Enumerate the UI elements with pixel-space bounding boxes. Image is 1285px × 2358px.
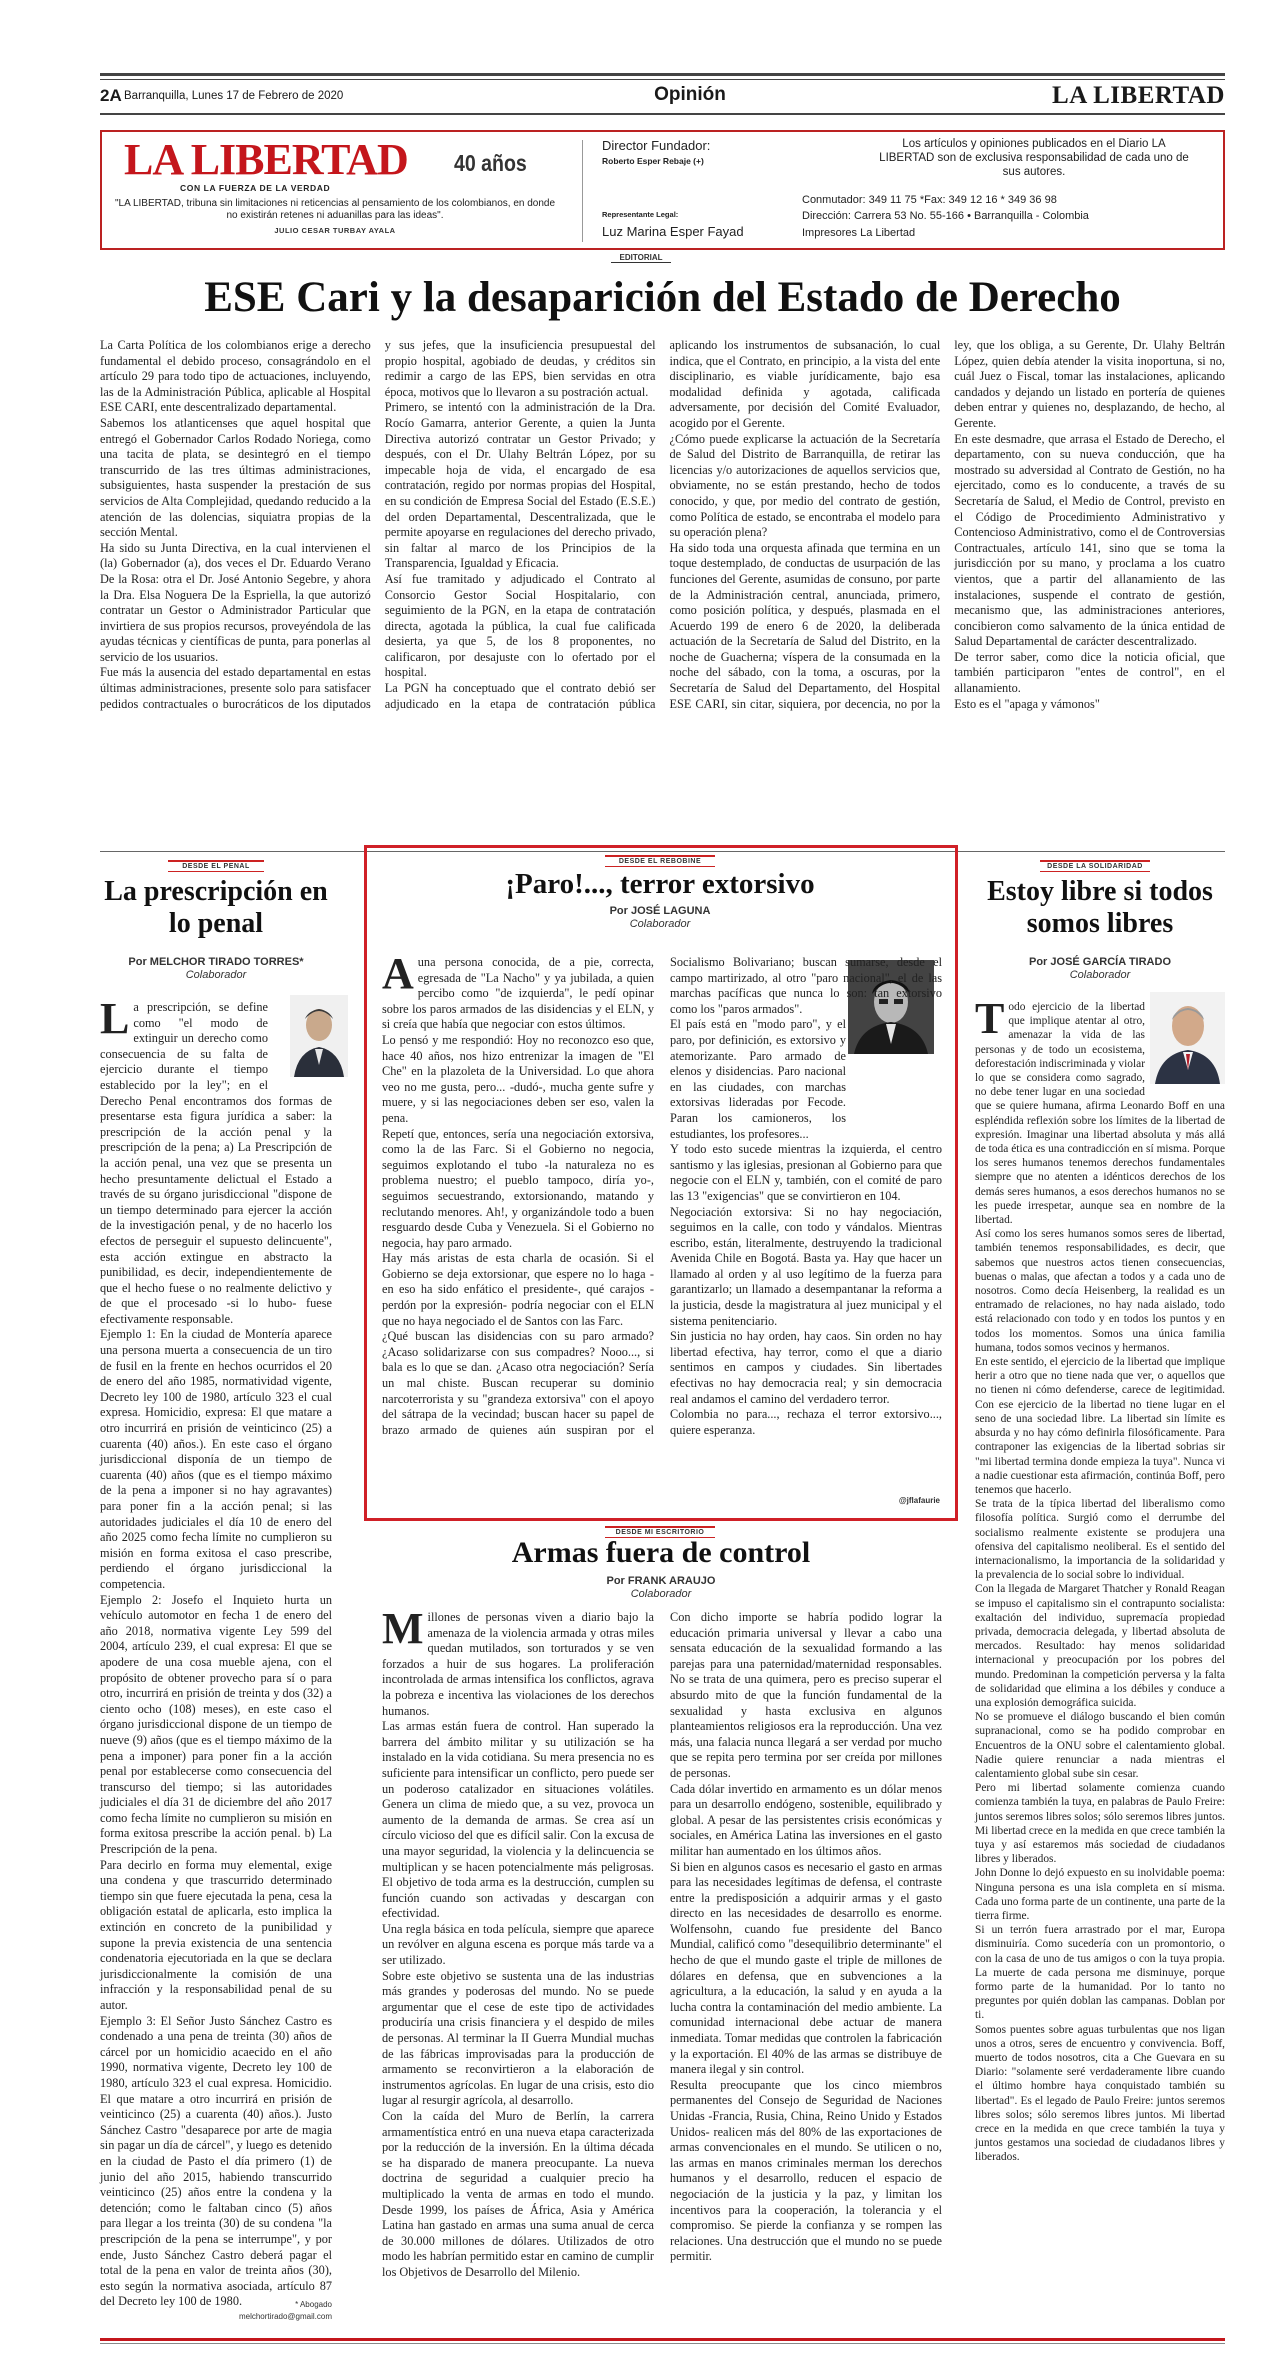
editorial-paragraph: Fue más la ausencia del estado departamental en estas últimas administraciones, presente solo para satisfacer pedidos contractuales o burocráticos de los diputados y sus jefes, que la insuficiencia presupuestal del propio hospital, agobiado de deudas, y créditos sin redimir a cargo de las EPS, bien servidas en otra época, motivos que lo llevaron a su postración actual. xyxy=(100,338,656,711)
right-author: Por JOSÉ GARCÍA TIRADO xyxy=(1029,956,1171,968)
armas-paragraph: Una regla básica en toda película, siempre que aparece un revólver en alguna escena es porque más tarde va a ser utilizado. xyxy=(382,1921,654,1968)
right-paragraph: En este sentido, el ejercicio de la libertad que implique herir a otro que no tiene nada que ver, o aquellos que no tienen ni cómo defenderse, carece de legitimidad. Con ese ejercicio de la libertad no tiene lugar en el seno de una sociedad libre. La libertad sin límite es absurda y no hay cómo definirla filosóficamente. Para contraponer las exigencias de la libertad sobrias sir "mi libertad termina donde empieza la tuya". Nunca vi a nadie cuestionar esta afirmación, continúa Boff, pero tenemos que hacerlo. xyxy=(975,1356,1225,1496)
editorial-paragraph: De terror saber, como dice la noticia oficial, que también participaron "entes de control", en el allanamiento. xyxy=(954,649,1225,696)
armas-paragraph: Con dicho importe se habría podido lograr la educación primaria universal y llevar a cabo una sensata educación de la sexualidad formando a las parejas para una paternidad/maternidad responsables. No se trata de una quimera, pero es preciso superar el absurdo mito de que la función fundamental de la sexualidad y hasta exclusiva en algunos planteamientos religiosos era la reproducción. Una vez más, una falacia nunca llegará a ser verdad por mucho que se repita pero termina por ser creída por millones de personas. xyxy=(670,1610,942,1780)
center-byline xyxy=(380,905,940,930)
center-paragraph: Auna persona conocida, de a pie, correcta, egresada de "La Nacho" y ya jubilada, a quien percibo como "de izquierda", le pedí opinar sobre los paros armados de las disidencias y el ELN, y si creía que había que negociar con estos últimos. xyxy=(382,949,654,1032)
masthead-box xyxy=(100,130,1225,250)
editorial-paragraph: Primero, se intentó con la administración de la Dra. Rocío Gamarra, anterior Gerente, a quien la Junta Directiva autorizó contratar un Gestor Privado; y después, con el Dr. Ulahy Beltrán López, por su impecable hoja de vida, el encargado de esa contratación, regido por normas propias del Hospital, en su condición de Empresa Social del Estado (E.S.E.) del orden Departamental, Descentralizada, que le permite apoyarse en regulaciones del derecho privado, sin faltar al marco de los Principios de la Transparencia, Igualdad y Eficacia. xyxy=(384,400,656,571)
center-title: ¡Paro!..., terror extorsivo xyxy=(505,868,815,900)
right-section-tag: DESDE LA SOLIDARIDAD xyxy=(1040,860,1150,872)
footer-rule-red xyxy=(100,2338,1225,2341)
center-paragraph: Negociación extorsiva: Si no hay negociación, seguimos en la calle, con todo y vándalos. Mientras escribo, están, literalmente, destruyendo la tradicional Avenida Chile en Bogotá. Basta ya. Hay que hacer un llamado al orden y al uso legítimo de la fuerza para garantizarlo; un llamado a desempantanar la reforma a la justicia, desde la magistratura al juez municipal y el sistema penitenciario. xyxy=(670,1204,942,1328)
left-footnote-2: melchortirado@gmail.com xyxy=(238,2312,332,2321)
right-paragraph: Si un terrón fuera arrastrado por el mar, Europa disminuiría. Como sucedería con un promontorio, o con la casa de uno de tus amigos o con la tuya propia. La muerte de cada persona me disminuye, porque formo parte de la humanidad. Por lo tanto no preguntes por quién doblan las campanas. Doblan por ti. xyxy=(975,1924,1225,2022)
editorial-paragraph: Sabemos los atlanticenses que aquel hospital que entregó el Gobernador Carlos Rodado Noriega, como una tacita de plata, se desintegró en el tiempo transcurrido de las tres últimas administraciones, subsiguientes, hasta suspender la prestación de sus servicios de Alta Complejidad, quedando reducido a la atención de las dolencias, siquiatra propias de la sección Mental. xyxy=(100,415,371,540)
masthead-tagline: CON LA FUERZA DE LA VERDAD xyxy=(180,183,331,193)
center-paragraph: Repetí que, entonces, sería una negociación extorsiva, como la de las Farc. Si el Gobierno no negocia, seguimos explotando el tubo -la naturaleza no es problema nuestro; el pueblo tampoco, diría yo-, seguimos secuestrando, extorsionando, matando y reclutando menores. Ah!, y organizándole todo a buen resguardo desde Cuba y Venezuela. Si el Gobierno no negocia, hay paro armado. xyxy=(382,1126,654,1250)
address-line: Dirección: Carrera 53 No. 55-166 • Barranquilla - Colombia xyxy=(802,210,1089,222)
masthead-logo: LA LIBERTAD xyxy=(124,135,408,184)
left-author: Por MELCHOR TIRADO TORRES* xyxy=(128,956,304,968)
editorial-paragraph: Ha sido su Junta Directiva, en la cual intervienen el (la) Gobernador (a), dos veces el Dr. Eduardo Verano De la Rosa: otra el Dr. José Antonio Segebre, y ahora la Dra. Elsa Noguera De la Espriella, la que autorizó contratar un Gestor o Administrador Particular que invirtiera de sus propios recursos, proveyéndola de las ayudas técnicas y científicas de punta, para ponerlas al servicio de los usuarios. xyxy=(100,540,371,664)
years-badge: 40 años xyxy=(454,150,527,176)
editorial-body xyxy=(100,338,1225,853)
left-paragraph: Ejemplo 3: El Señor Justo Sánchez Castro es condenado a una pena de treinta (30) años de cárcel por un homicidio acaecido en el año 1990, normativa vigente, Decreto ley 100 de 1980, artículo 323 el cual expresa. Homicidio. El que matare a otro incurrirá en prisión de veinticinco (25) a cuarenta (40) años.). Justo Sánchez Castro "desaparece por arte de magia sin pagar un día de cárcel", y luego es detenido en la ciudad de Pasto el día primero (1) de junio del año 2015, habiendo transcurrido veinticinco (25) años entre la condena y la detención; como le faltaban cinco (5) años para llegar a los treinta (30) de su condena "la prescripción de la pena se interrumpe", y por ende, Justo Sánchez Castro deberá pagar el total de la pena en valor de treinta años (30), esto según la normativa asociada, artículo 87 del Decreto ley 100 de 1980. xyxy=(100,2013,332,2309)
left-paragraph: Ejemplo 1: En la ciudad de Montería aparece una persona muerta a consecuencia de un tiro de fusil en la frente en hechos ocurridos el 20 de enero del año 1985, normatividad vigente, Decreto ley 100 de 1980, artículo 323 el cual expresa. Homicidio, expresa: El que matare a otro incurrirá en prisión de veinticinco (25) a cuarenta (40) años.). En este caso el órgano jurisdiccional disponía de un tiempo de cuarenta (40) años (que es el tiempo máximo de la pena a imponer si no hay agravantes) para poner fin a la acción penal; si las autoridades judiciales el día 10 de enero del año 2025 como fecha límite no cumplieron su misión en forma exitosa el caso prescribe, perdiendo el órgano jurisdiccional la competencia. xyxy=(100,1327,332,1591)
date-line: Barranquilla, Lunes 17 de Febrero de 2020 xyxy=(124,90,344,102)
armas-title: Armas fuera de control xyxy=(511,1536,811,1569)
right-paragraph: Todo ejercicio de la libertad que implique atentar al otro, amenazar la vida de las personas y de todo un ecosistema, deforestación indiscriminada y violar lo que se considera como sagrado, no debe tener lugar en una sociedad que se quiere humana, afirma Leonardo Boff en una espléndida reflexión sobre los límites de la libertad de expresión. Imaginar una libertad absoluta y más allá de toda ética es una contradicción en sí misma. Porque los seres humanos tenemos derechos fundamentales siempre que no atenten a idénticos derechos de los demás seres humanos, a esos derechos humanos no se les puede irrespetar, aunque sea en nombre de la libertad. xyxy=(975,994,1225,1227)
armas-byline xyxy=(364,1575,958,1600)
section-title: Opinión xyxy=(654,84,726,105)
center-paragraph: ¿Qué buscan las disidencias con su paro armado? ¿Acaso solidarizarse con sus compadres? Nooo..., si bala es lo que se dan. ¿Acaso otra negociación? Sería un mal chiste. Buscan recuperar su dominio narcoterrorista y su "grandeza extorsiva" con el apoyo del sátrapa de la vecindad; buscan hacer su papel de brazo armado de quienes aún suspiran por el Socialismo Bolivariano; buscan sumarse, desde el campo martirizado, al otro "paro nacional", el de las marchas pacíficas que nunca lo son: tan extorsivo como los "paros armados". xyxy=(382,955,942,1437)
center-paragraph: Sin justicia no hay orden, hay caos. Sin orden no hay libertad efectiva, hay terror, como el que a diario sentimos en campos y ciudades. Sin libertades efectivas no hay democracia real; y sin democracia real andamos el camino del verdadero terror. xyxy=(670,1329,942,1406)
left-paragraph: La prescripción, se define como "el modo de extinguir un derecho como consecuencia de su falta de ejercicio durante el tiempo establecido por la ley"; en el Derecho Penal encontramos dos formas de presentarse esta figura jurídica a saber: la prescripción de la acción penal y la prescripción de la pena; a) La Prescripción de la acción penal, una vez que se presenta un hecho presuntamente delictual el Estado a través de su órgano jurisdiccional "dispone de un tiempo determinado para ejercer la acción de la investigación penal, y de no hacerlo los efectos de perseguir el supuesto delincuente", esta acción extingue en abstracto la punibilidad, es decir, independientemente de que el hecho fuese o no realmente delictivo y de que el procesado -si lo hubo- fuese efectivamente responsable. xyxy=(100,994,332,1326)
right-paragraph: Se trata de la típica libertad del liberalismo como filosofía política. Surgió como el derrumbe del socialismo realmente existente se produjera una ofensiva del capitalismo neoliberal. Es el sentido del internacionalismo, la importancia de la solidaridad y la prevalencia de lo social sobre lo individual. xyxy=(975,1498,1225,1582)
right-paragraph: Somos puentes sobre aguas turbulentas que nos ligan unos a otros, seres de encuentro y convivencia. Boff, muerto de todos nosotros, cita a Che Guevara en su Diario: "solamente seré verdaderamente libre cuando el último hombre haya conquistado también su libertad". Es el legado de Paulo Freire: juntos seremos libres solos; sólo seremos libres juntos. Mi libertad crece en la medida en que crece también la tuya y juntos gestamos una sociedad de ciudadanos libres y liberados. xyxy=(975,2023,1225,2164)
right-paragraph: Pero mi libertad solamente comienza cuando comienza también la tuya, en palabras de Paulo Freire: juntos seremos libres solos; sólo seremos libres juntos. Mi libertad crece en la medida en que crece también la tuya y así estaremos más sociedad de ciudadanos libres y liberados. xyxy=(975,1782,1225,1866)
armas-paragraph: Con la caída del Muro de Berlín, la carrera armamentística entró en una nueva etapa caracterizada por la reducción de la inversión. En la última década se ha disparado de manera preocupante. La nueva doctrina de seguridad a cualquier precio ha multiplicado la venta de armas en todo el mundo. Desde 1999, los países de África, Asia y América Latina han gastado en armas una suma anual de cerca de 30.000 millones de dólares. Utilizados de otro modo les habrían permitido estar en camino de cumplir los Objetivos de Desarrollo del Milenio. xyxy=(382,2109,654,2279)
center-author: Por JOSÉ LAGUNA xyxy=(609,905,711,917)
right-paragraph: John Donne lo dejó expuesto en su inolvidable poema: Ninguna persona es una isla completa en sí misma. Cada uno forma parte de un continente, una parte de la tierra firme. xyxy=(975,1867,1225,1922)
center-section-tag: DESDE EL REBOBINE xyxy=(605,855,715,867)
center-role: Colaborador xyxy=(629,918,691,930)
armas-paragraph: Resulta preocupante que los cinco miembros permanentes del Consejo de Seguridad de Naciones Unidas -Francia, Rusia, China, Reino Unido y Estados Unidos- realicen más del 80% de las exportaciones de armas convencionales en el mundo. Se utilicen o no, las armas en manos criminales merman los derechos humanos y el desarrollo, reducen el espacio de negociación de la justicia y la paz, y limitan los incentivos para la cooperación, la tolerancia y el compromiso. Se pierde la confianza y se rompen las relaciones. Una destrucción que el mundo no se puede permitir. xyxy=(670,2077,942,2264)
editorial-paragraph: Así fue tramitado y adjudicado el Contrato al Consorcio Gestor Social Hospitalario, con seguimiento de la PGN, en la etapa de contratación directa, agotada la pública, la cual fue calificada desierta, ya que 5, de los 8 proponentes, no calificaron, por desajuste con lo ofertado por el hospital. xyxy=(384,571,656,680)
founder-name: Roberto Esper Rebaje (+) xyxy=(602,156,704,166)
left-paragraph: Ejemplo 2: Josefo el Inquieto hurta un vehículo automotor en fecha 1 de enero del año 2018, normativa vigente Ley 599 del 2004, artículo 239, el cual expresa: El que se apodere de una cosa mueble ajena, con el propósito de obtener provecho para sí o para otro, incurrirá en prisión de treinta y dos (32) a ciento ocho (108) meses), en este caso el órgano jurisdiccional dispone de un tiempo de nueve (9) años (que es el tiempo máximo de la pena a imponer) para poner fin a la acción penal por establecerse como consecuencia del transcurso del tiempo; si las autoridades judiciales el día 31 de diciembre del año 2017 como fecha límite no cumplieron su misión en forma exitosa prescribe la acción penal. b) La Prescripción de la pena. xyxy=(100,1592,332,1857)
right-paragraph: No se promueve el diálogo buscando el bien común supranacional, como se ha podido comprobar en Encuentros de la ONU sobre el calentamiento global. Nadie quiere renunciar a nada mientras el calentamiento global sube sin cesar. xyxy=(975,1711,1225,1780)
editorial-paragraph: La Carta Política de los colombianos erige a derecho fundamental el debido proceso, consagrándolo en el artículo 29 para todo tipo de actuaciones, incluyendo, las de la Administración Pública, aplicable al Hospital ESE CARI, ente descentralizado departamental. xyxy=(100,338,371,415)
paper-name: LA LIBERTAD xyxy=(1052,82,1225,109)
masthead-disclaimer: Los artículos y opiniones publicados en el Diario LA LIBERTAD son de exclusiva responsabilidad de cada uno de sus autores. xyxy=(879,138,1189,178)
armas-paragraph: Millones de personas viven a diario bajo la amenaza de la violencia armada y otras miles quedan mutilados, son torturados y se ven forzados a huir de sus hogares. La proliferación incontrolada de armas intensifica los conflictos, agrava la pobreza e incentiva las violaciones de los derechos humanos. xyxy=(382,1604,654,1718)
right-role: Colaborador xyxy=(1069,969,1131,981)
center-paragraph: Lo pensó y me respondió: Hoy no reconozco eso que, hace 40 años, nos hizo entrenizar la imagen de "El Che" en la plazoleta de la Universidad. Lo que ahora veo no me gusta, pero... -dudó-, mucha gente sufre y muere, y si las negociaciones deben ser eso, valen la pena. xyxy=(382,1032,654,1125)
editorial-paragraph: Esto es el "apaga y vámonos" xyxy=(954,696,1100,711)
founder-label: Director Fundador: xyxy=(602,138,711,153)
editorial-tag: EDITORIAL xyxy=(611,253,671,263)
left-title: La prescripción en lo penal xyxy=(104,876,328,939)
center-paragraph: Colombia no para..., rechaza el terror extorsivo..., quiere esperanza. xyxy=(670,1407,942,1437)
center-paragraph: Y todo esto sucede mientras la izquierda, el centro santismo y las iglesias, presionan al Gobierno para que negocie con el ELN y, también, con el comité de paro las 13 "exigencias" que se convirtieron en 104. xyxy=(670,1142,942,1203)
right-body xyxy=(975,994,1225,2330)
editorial-paragraph: ¿Cómo puede explicarse la actuación de la Secretaría de Salud del Distrito de Barranquilla, de retirar las licencias y/o autorizaciones de aquellos servicios que, obviamente, no se están prestando, hecho de todos conocido, y que, por medio del contrato de gestión, como Política de estado, se encontraba el modelo para su operación plena? xyxy=(669,431,941,540)
armas-paragraph: Cada dólar invertido en armamento es un dólar menos para un desarrollo endógeno, sostenible, equilibrado y global. A pesar de las persistentes crisis económicas y sociales, en América Latina las inversiones en el gasto militar han aumentado en los últimos años. xyxy=(670,1781,942,1858)
masthead-divider xyxy=(582,140,583,242)
right-paragraph: Con la llegada de Margaret Thatcher y Ronald Reagan se impuso el capitalismo sin el contrapunto socialista: exaltación del individuo, supremacía propiedad privada, democracia delegada, y libertad absoluta de mercados. Resultado: hay menos solidaridad internacional y preocupación por los pobres del mundo. Predominan la competición perversa y la falta de solidaridad que elimina a los débiles y conduce a una explosión demográfica suicida. xyxy=(975,1583,1225,1709)
center-body xyxy=(382,949,942,1490)
armas-author: Por FRANK ARAUJO xyxy=(606,1575,716,1587)
armas-paragraph: Sobre este objetivo se sustenta una de las industrias más grandes y poderosas del mundo. No se puede argumentar que el cese de este tipo de actividades produciría una crisis financiera y el despido de miles de personas. Al terminar la II Guerra Mundial muchas de las fábricas improvisadas para la producción de armamento se reconvirtieron a la elaboración de instrumentos agrícolas. En lugar de una crisis, esto dio lugar al resurgir agrícola, al desarrollo. xyxy=(382,1968,654,2108)
left-paragraph: Para decirlo en forma muy elemental, exige una condena y que trascurrido determinado tiempo sin que fuere ejecutada la pena, cesa la obligación estatal de aplicarla, esto implica la extinción en concreto de la punibilidad y supone la previa existencia de una sentencia condenatoria ejecutoriada en la que se declara jurisdiccionalmente la comisión de una infracción y la responsabilidad penal de su autor. xyxy=(100,1857,332,2012)
armas-body xyxy=(382,1604,942,2325)
legal-name: Luz Marina Esper Fayad xyxy=(602,224,744,239)
editorial-title: ESE Cari y la desaparición del Estado de Derecho xyxy=(204,274,1121,321)
quote-author: JULIO CESAR TURBAY AYALA xyxy=(274,226,396,235)
printer-line: Impresores La Libertad xyxy=(802,227,916,239)
armas-section-tag: DESDE MI ESCRITORIO xyxy=(605,1526,715,1538)
left-footnote-1: * Abogado xyxy=(295,2300,332,2309)
editorial-paragraph: La PGN ha conceptuado que el contrato debió ser adjudicado en la etapa de contratación pública aplicando los instrumentos de subsanación, lo cual indica, que el Contrato, en principio, a la vista del ente disciplinario, es viable jurídicamente, bajo esa modalidad definida y agotada, calificada adversamente, por decisión del Comité Evaluador, acogido por el Gerente. xyxy=(384,338,941,711)
right-paragraph: Así como los seres humanos somos seres de libertad, también tenemos responsabilidades, es decir, que sabemos que nuestros actos tienen consecuencias, buenas o malas, que afectan a todos y a cada uno de nosotros. Como decía Heisenberg, la realidad es un entramado de relaciones, no hay nada aislado, todo está relacionado con todo y en todos los puntos y en todos los momentos. Somos una única familia humana, todos somos vecinos y hermanos. xyxy=(975,1228,1225,1354)
center-paragraph: El país está en "modo paro", y el paro, por definición, es extorsivo y atemorizante. Paro armado de elenos y disidencias. Paro nacional en las ciudades, con marchas extorsivas lideradas por Fecode. Paran los camioneros, los estudiantes, los profesores... xyxy=(670,1017,846,1141)
armas-paragraph: Si bien en algunos casos es necesario el gasto en armas para las necesidades legítimas de defensa, el contraste entre la predisposición a adquirir armas y el gasto directo en las necesidades de desarrollo es enorme. Wolfensohn, cuando fue presidente del Banco Mundial, calificó como "desequilibrio determinante" el hecho de que el mundo gaste el triple de millones de dólares en defensa, que en subvenciones a la agricultura, a la educación, la salud y en ayuda a la lucha contra la contaminación del medio ambiente. La comunidad internacional debe actuar de manera inmediata. Tomar medidas que controlen la fabricación y la exportación. El 40% de las armas se distribuye de manera ilegal y sin control. xyxy=(670,1859,942,2077)
phone-line: Conmutador: 349 11 75 *Fax: 349 12 16 * 349 36 98 xyxy=(802,194,1057,206)
masthead-quote: "LA LIBERTAD, tribuna sin limitaciones ni reticencias al pensamiento de los colombianos, en donde no existirán retenes ni aduanillas para las ideas". xyxy=(114,198,556,221)
center-signoff: @jflafaurie xyxy=(898,1496,940,1505)
center-paragraph: Hay más aristas de esta charla de ocasión. Si el Gobierno se deja extorsionar, que espere no lo haga -en eso ha sido enfático el presidente-, qué carajos -perdón por la expresión- podría negociar con el ELN que no haya negociado el de Santos con las Farc. xyxy=(382,1251,654,1328)
right-byline xyxy=(975,956,1225,981)
legal-label: Representante Legal: xyxy=(602,210,679,219)
footer-rule-grey xyxy=(100,2343,1225,2344)
editorial-paragraph: En este desmadre, que arrasa el Estado de Derecho, el departamento, con su nueva conducción, que ha mostrado su adversidad al Contrato de Gestión, no ha ejercitado, como es lo conducente, a través de su Secretaría de Salud, el Medio de Control, previsto en el Código de Procedimiento Administrativo y Contencioso Administrativo, como el de Controversias Contractuales, artículo 141, sino que se toma la jurisdicción por su mano, y proclama a los cuatro vientos, que a partir del allanamiento de las instalaciones, suspende el contrato de gestión, mecanismo que, las administraciones anteriores, concibieron como salvamento de la única entidad de Salud Departamental de carácter descentralizado. xyxy=(954,431,1225,649)
right-title: Estoy libre si todos somos libres xyxy=(987,876,1213,939)
left-role: Colaborador xyxy=(185,969,247,981)
armas-paragraph: Las armas están fuera de control. Han superado la barrera del ámbito militar y su utilización se ha instalado en la vida cotidiana. Su mera presencia no es suficiente para intensificar un conflicto, pero puede ser un poderoso catalizador en situaciones volátiles. Genera un clima de miedo que, a su vez, provoca un aumento de la demanda de armas. Se crea así un círculo vicioso del que es difícil salir. Con la excusa de una mayor seguridad, la violencia y la delincuencia se multiplican y se hacen potencialmente más peligrosas. El objetivo de toda arma es la destrucción, cumplen su función cuando son activadas y descargan con efectividad. xyxy=(382,1719,654,1921)
left-byline xyxy=(100,956,332,981)
armas-role: Colaborador xyxy=(630,1588,692,1600)
editorial-paragraph: Ha sido toda una orquesta afinada que termina en un toque destemplado, de conductas de usurpación de las funciones del Gerente, asumidas de consuno, por parte de la Administración central, anunciada, primero, como posición política, y después, plasmada en el Acuerdo 199 de enero 6 de 2020, la deliberada actuación de la Secretaría de Salud del Distrito, en la noche de Guacherna; víspera de la consumada en la noche del sábado, con la toma, a oscuras, por la Secretaría de Salud del Departamento, del Hospital ESE CARI, sin citar, siquiera, por decencia, no por la ley, que los obliga, a su Gerente, Dr. Ulahy Beltrán López, quien debía atender la visita inoportuna, si no, cuál Juez o Fiscal, tomar las instalaciones, aplicando candados y dejando un listado en portería de quienes deben entrar y quienes no, desplazando, de hecho, al Gerente. xyxy=(669,338,1225,711)
page-number: 2A xyxy=(100,86,122,105)
left-section-tag: DESDE EL PENAL xyxy=(168,860,264,872)
